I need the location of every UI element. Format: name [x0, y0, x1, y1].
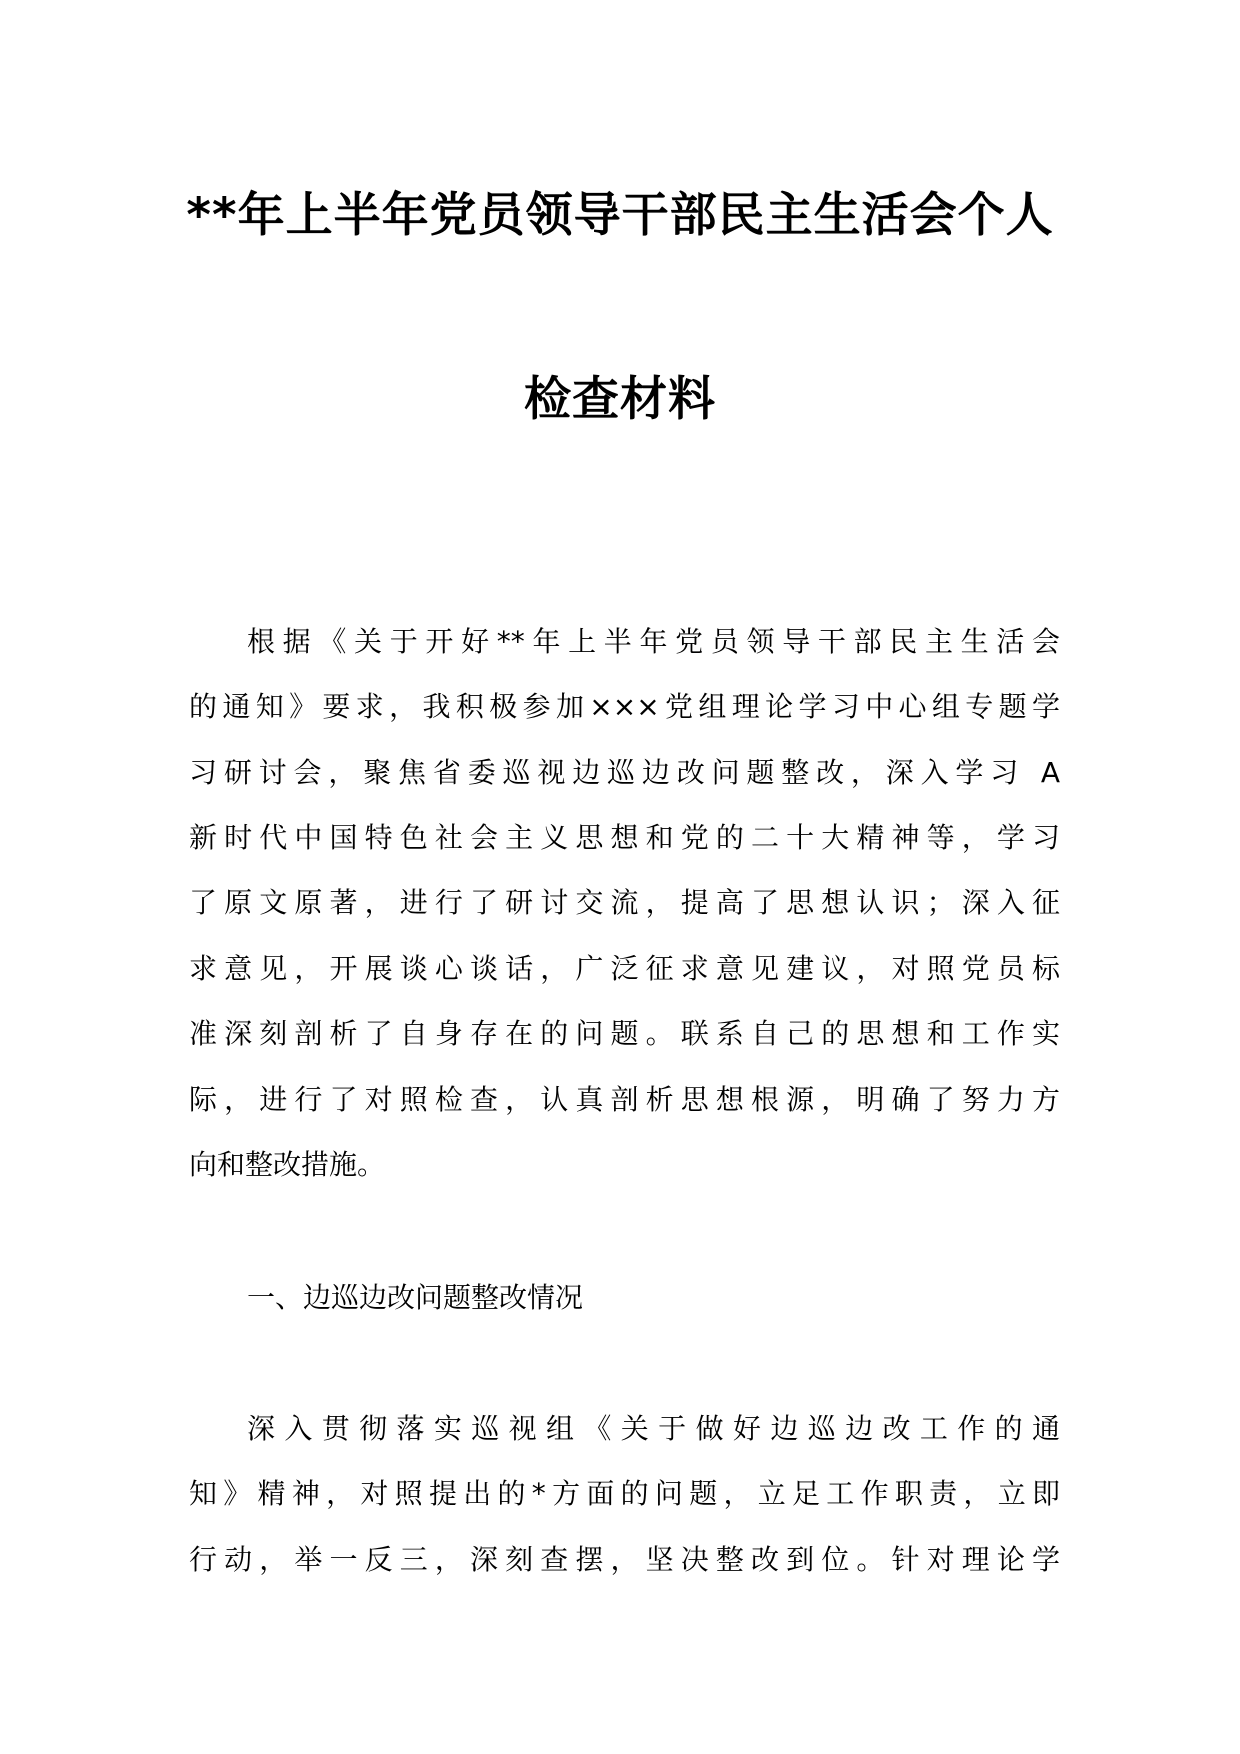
paragraph-line: 行动，举一反三，深刻查摆，坚决整改到位。针对理论学 [189, 1543, 1060, 1576]
paragraph-line: 了原文原著，进行了研讨交流，提高了思想认识；深入征 [189, 886, 1060, 919]
paragraph-line: 准深刻剖析了自身存在的问题。联系自己的思想和工作实 [189, 1017, 1060, 1050]
paragraph-line: 向和整改措施。 [189, 1148, 386, 1181]
paragraph-line: 习研讨会，聚焦省委巡视边巡边改问题整改，深入学习 A [189, 756, 1060, 789]
paragraph-line: 新时代中国特色社会主义思想和党的二十大精神等，学习 [189, 821, 1060, 854]
paragraph-line: 知》精神，对照提出的*方面的问题，立足工作职责，立即 [189, 1477, 1060, 1510]
document-title-line-1: **年上半年党员领导干部民主生活会个人 [186, 188, 1054, 243]
document-title-line-2: 检查材料 [524, 372, 716, 427]
paragraph-line: 根据《关于开好**年上半年党员领导干部民主生活会 [247, 625, 1060, 658]
paragraph-line: 的通知》要求，我积极参加×××党组理论学习中心组专题学 [189, 690, 1060, 723]
paragraph-line: 际，进行了对照检查，认真剖析思想根源，明确了努力方 [189, 1083, 1060, 1116]
section-heading: 一、边巡边改问题整改情况 [247, 1281, 584, 1314]
paragraph-line: 求意见，开展谈心谈话，广泛征求意见建议，对照党员标 [189, 952, 1060, 985]
paragraph-line: 深入贯彻落实巡视组《关于做好边巡边改工作的通 [247, 1412, 1060, 1445]
